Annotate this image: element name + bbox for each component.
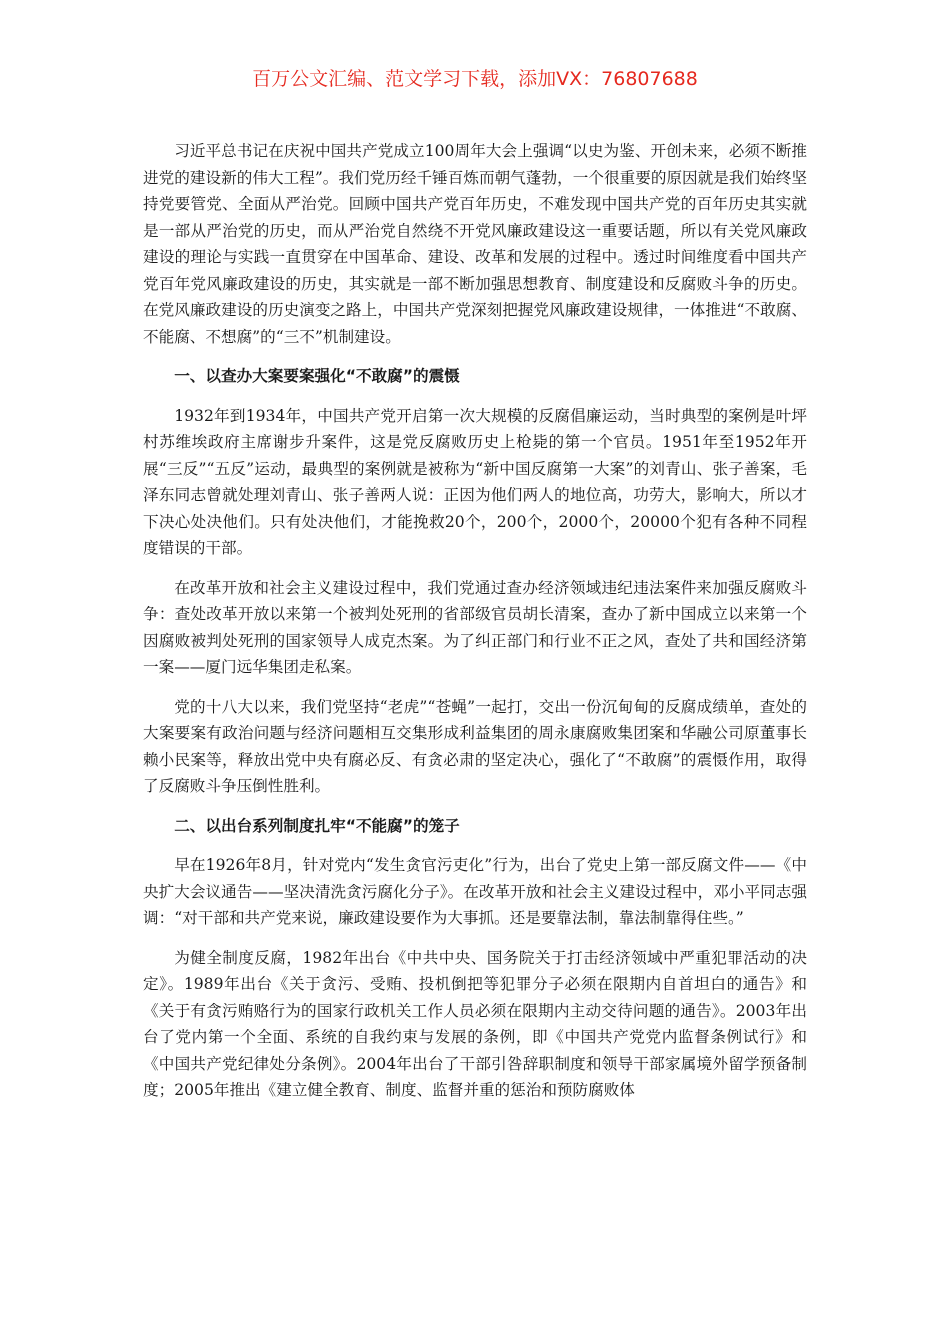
paragraph-reform-era: 在改革开放和社会主义建设过程中，我们党通过查办经济领域违纪违法案件来加强反腐败斗争：查处改革开放以来第一个被判处死刑的省部级官员胡长清案，查办了新中国成立以来第一个因腐败被判处死刑的国家领导人成克杰案。为了纠正部门和行业不正之风，查处了共和国经济第一案——厦门远华集团走私案。: [143, 578, 807, 676]
paragraph-1932-campaign: 1932年到1934年，中国共产党开启第一次大规模的反腐倡廉运动，当时典型的案例是叶坪村苏维埃政府主席谢步升案件，这是党反腐败历史上枪毙的第一个官员。1951年至1952年开展“三反”“五反”运动，最典型的案例就是被称为“新中国反腐第一大案”的刘青山、张子善案，毛泽东同志曾就处理刘青山、张子善两人说：正因为他们两人的地位高，功劳大，影响大，所以才下决心处决他们。只有处决他们，才能挽救20个，200个，2000个，20000个犯有各种不同程度错误的干部。: [143, 406, 807, 557]
paragraph-1926-document: 早在1926年8月，针对党内“发生贪官污吏化”行为，出台了党史上第一部反腐文件——《中央扩大会议通告——坚决清洗贪污腐化分子》。在改革开放和社会主义建设过程中，邓小平同志强调：“对干部和共产党来说，廉政建设要作为大事抓。还是要靠法制，靠法制靠得住些。”: [143, 856, 807, 927]
section-heading-2: 二、以出台系列制度扎牢“不能腐”的笼子: [174, 816, 460, 835]
header-banner: 百万公文汇编、范文学习下载，添加VX：76807688: [252, 68, 698, 90]
paragraph-institutional-reform: 为健全制度反腐，1982年出台《中共中央、国务院关于打击经济领域中严重犯罪活动的决定》。1989年出台《关于贪污、受贿、投机倒把等犯罪分子必须在限期内自首坦白的通告》和《关于有贪污贿赂行为的国家行政机关工作人员必须在限期内主动交待问题的通告》。2003年出台了党内第一个全面、系统的自我约束与发展的条例，即《中国共产党党内监督条例试行》和《中国共产党纪律处分条例》。2004年出台了干部引咎辞职制度和领导干部家属境外留学预备制度；2005年推出《建立健全教育、制度、监督并重的惩治和预防腐败体: [143, 948, 807, 1099]
section-heading-1: 一、以查办大案要案强化“不敢腐”的震慑: [174, 367, 460, 385]
paragraph-intro: 习近平总书记在庆祝中国共产党成立100周年大会上强调“以史为鉴、开创未来，必须不断推进党的建设新的伟大工程”。我们党历经千锤百炼而朝气蓬勃，一个很重要的原因就是我们始终坚持党要管党、全面从严治党。回顾中国共产党百年历史，不难发现中国共产党的百年历史其实就是一部从严治党的历史，而从严治党自然绕不开党风廉政建设这一重要话题，所以有关党风廉政建设的理论与实践一直贯穿在中国革命、建设、改革和发展的过程中。透过时间维度看中国共产党百年党风廉政建设的历史，其实就是一部不断加强思想教育、制度建设和反腐败斗争的历史。在党风廉政建设的历史演变之路上，中国共产党深刻把握党风廉政建设规律，一体推进“不敢腐、不能腐、不想腐”的“三不”机制建设。: [143, 142, 807, 346]
paragraph-eighteenth-congress: 党的十八大以来，我们党坚持“老虎”“苍蝇”一起打，交出一份沉甸甸的反腐成绩单，查处的大案要案有政治问题与经济问题相互交集形成利益集团的周永康腐败集团案和华融公司原董事长赖小民案等，释放出党中央有腐必反、有贪必肃的坚定决心，强化了“不敢腐”的震慑作用，取得了反腐败斗争压倒性胜利。: [143, 697, 807, 795]
